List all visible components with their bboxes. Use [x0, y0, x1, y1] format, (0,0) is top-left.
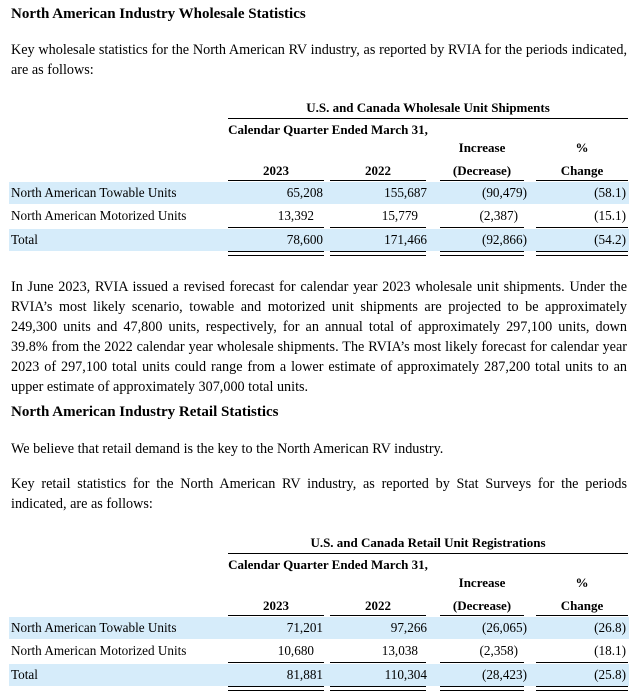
- value-2023: 10,680: [277, 643, 314, 658]
- row-label: Total: [11, 232, 38, 247]
- col-2023-header: 2023: [263, 598, 289, 613]
- value-2023: 13,392: [277, 208, 314, 223]
- row-label: North American Motorized Units: [11, 643, 187, 658]
- value-change: (26,065): [481, 620, 527, 635]
- table-row: [0, 640, 629, 662]
- col-2022-header: 2022: [365, 598, 391, 613]
- decrease-header: (Decrease): [452, 163, 512, 178]
- col-2022-header: 2022: [365, 163, 391, 178]
- period-header: Calendar Quarter Ended March 31,: [228, 122, 428, 137]
- increase-header: Increase: [458, 575, 506, 590]
- change-header: Change: [560, 163, 604, 178]
- retail-table: [0, 533, 640, 691]
- value-pct: (26.8): [594, 620, 626, 635]
- value-2022: 97,266: [390, 620, 427, 635]
- value-change: (92,866): [481, 232, 527, 247]
- pct-header: %: [575, 575, 589, 590]
- value-change: (2,358): [479, 643, 518, 658]
- row-label: North American Motorized Units: [11, 208, 187, 223]
- pct-header: %: [575, 140, 589, 155]
- value-change: (2,387): [479, 208, 518, 223]
- change-header: Change: [560, 598, 604, 613]
- value-2023: 78,600: [286, 232, 323, 247]
- value-2023: 81,881: [286, 667, 323, 682]
- value-pct: (25.8): [594, 667, 626, 682]
- row-label: North American Towable Units: [11, 620, 177, 635]
- value-pct: (54.2): [594, 232, 626, 247]
- table-row-total: [9, 664, 629, 686]
- value-pct: (18.1): [594, 643, 626, 658]
- increase-header: Increase: [458, 140, 506, 155]
- retail-belief: We believe that retail demand is the key to the North American RV industry.: [11, 441, 444, 457]
- value-2022: 110,304: [384, 667, 427, 682]
- period-header: Calendar Quarter Ended March 31,: [228, 557, 428, 572]
- value-2022: 13,038: [381, 643, 418, 658]
- value-pct: (15.1): [594, 208, 626, 223]
- table-title: U.S. and Canada Retail Unit Registrations: [310, 535, 546, 550]
- value-2022: 171,466: [384, 232, 427, 247]
- value-change: (90,479): [481, 185, 527, 200]
- wholesale-heading: North American Industry Wholesale Statistics: [11, 6, 306, 22]
- value-2022: 155,687: [384, 185, 427, 200]
- value-2022: 15,779: [381, 208, 418, 223]
- value-change: (28,423): [481, 667, 527, 682]
- col-2023-header: 2023: [263, 163, 289, 178]
- forecast-paragraph: In June 2023, RVIA issued a revised forecast for calendar year 2023 wholesale unit shipments. Under the RVIA’s most likely scenario, towable and motorized unit shipments are projected to be approximately 249,300 units and 47,800 units, respectively, for an annual total of approximately 297,100 units, down 39.8% from the 2022 calendar year wholesale shipments. The RVIA’s most likely forecast for calendar year 2023 of 297,100 total units could range from a lower estimate of approximately 287,200 total units to an upper estimate of approximately 307,000 total units.: [11, 279, 627, 395]
- value-2023: 65,208: [286, 185, 323, 200]
- row-label: North American Towable Units: [11, 185, 177, 200]
- table-row-total: [9, 229, 629, 251]
- decrease-header: (Decrease): [452, 598, 512, 613]
- table-row: [9, 182, 629, 204]
- value-pct: (58.1): [594, 185, 626, 200]
- wholesale-intro: Key wholesale statistics for the North American RV industry, as reported by RVIA for the periods indicated, are as follows:: [11, 42, 627, 78]
- table-row: [9, 617, 629, 639]
- table-row: [0, 205, 629, 227]
- retail-intro: Key retail statistics for the North American RV industry, as reported by Stat Surveys for the periods indicated, are as follows:: [11, 476, 627, 512]
- retail-heading: North American Industry Retail Statistics: [11, 404, 279, 420]
- value-2023: 71,201: [286, 620, 323, 635]
- table-title: U.S. and Canada Wholesale Unit Shipments: [306, 100, 550, 115]
- row-label: Total: [11, 667, 38, 682]
- wholesale-table: [0, 98, 640, 256]
